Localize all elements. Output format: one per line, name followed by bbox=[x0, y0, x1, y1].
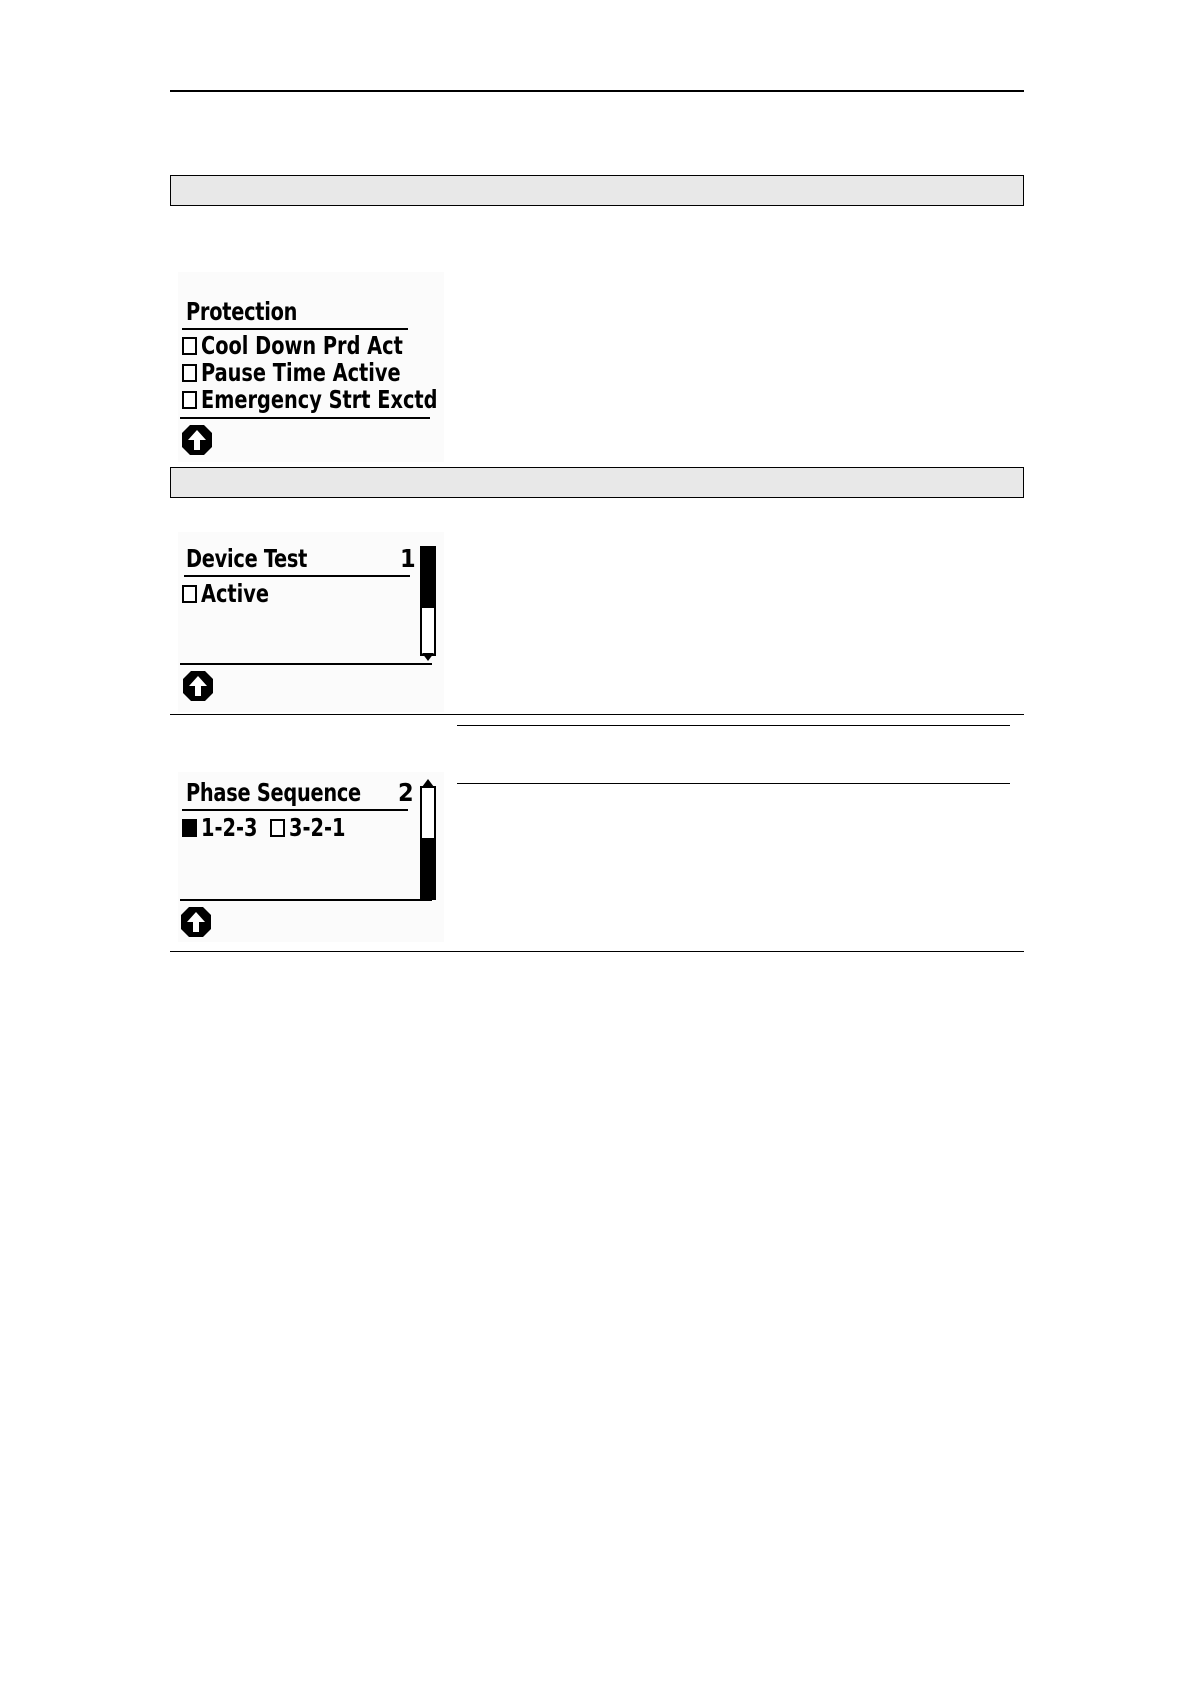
option-label: 1-2-3 bbox=[201, 813, 258, 842]
footer-divider bbox=[180, 663, 432, 665]
checkbox-row[interactable] bbox=[182, 360, 433, 386]
checkbox[interactable] bbox=[182, 585, 197, 603]
footer-divider bbox=[180, 417, 430, 419]
up-arrow-icon[interactable] bbox=[182, 670, 214, 702]
checkbox-label: Pause Time Active bbox=[201, 358, 401, 387]
page-number: 1 bbox=[400, 544, 416, 573]
section-header-bar bbox=[170, 467, 1024, 498]
title-underline bbox=[184, 575, 410, 577]
checkbox[interactable] bbox=[182, 364, 197, 382]
lcd-screen-protection bbox=[178, 272, 444, 462]
table-rule bbox=[170, 951, 1024, 952]
page-top-rule bbox=[170, 90, 1024, 92]
scrollbar-thumb[interactable] bbox=[422, 548, 434, 608]
up-arrow-icon[interactable] bbox=[181, 424, 213, 456]
lcd-screen-phase-sequence bbox=[178, 772, 444, 942]
checkbox[interactable] bbox=[182, 391, 197, 409]
checkbox-label: Cool Down Prd Act bbox=[201, 331, 403, 360]
scroll-down-arrow-icon[interactable] bbox=[421, 652, 435, 662]
screen-title: Device Test bbox=[186, 544, 308, 573]
radio-option-row[interactable] bbox=[270, 815, 355, 841]
table-rule bbox=[170, 714, 1024, 715]
scrollbar[interactable] bbox=[420, 786, 436, 900]
title-underline bbox=[182, 809, 408, 811]
title-underline bbox=[182, 328, 408, 330]
screen-title: Phase Sequence bbox=[186, 778, 361, 807]
table-rule bbox=[457, 725, 1010, 726]
page-number: 2 bbox=[398, 778, 414, 807]
lcd-screen-device-test bbox=[178, 532, 444, 712]
scrollbar-thumb[interactable] bbox=[422, 838, 434, 898]
screen-title: Protection bbox=[186, 297, 298, 326]
checkbox-row[interactable] bbox=[182, 333, 436, 359]
scrollbar[interactable] bbox=[420, 546, 436, 656]
checkbox-row[interactable] bbox=[182, 387, 476, 413]
checkbox-row[interactable] bbox=[182, 581, 280, 607]
checkbox-label: Emergency Strt Exctd bbox=[201, 385, 438, 414]
section-header-bar bbox=[170, 175, 1024, 206]
checkbox[interactable] bbox=[270, 819, 285, 837]
radio-option-row[interactable] bbox=[182, 815, 267, 841]
option-label: 3-2-1 bbox=[289, 813, 346, 842]
up-arrow-icon[interactable] bbox=[180, 906, 212, 938]
checkbox-label: Active bbox=[201, 579, 270, 608]
checkbox-checked[interactable] bbox=[182, 819, 197, 837]
checkbox[interactable] bbox=[182, 337, 197, 355]
table-rule bbox=[457, 783, 1010, 784]
footer-divider bbox=[180, 899, 432, 901]
